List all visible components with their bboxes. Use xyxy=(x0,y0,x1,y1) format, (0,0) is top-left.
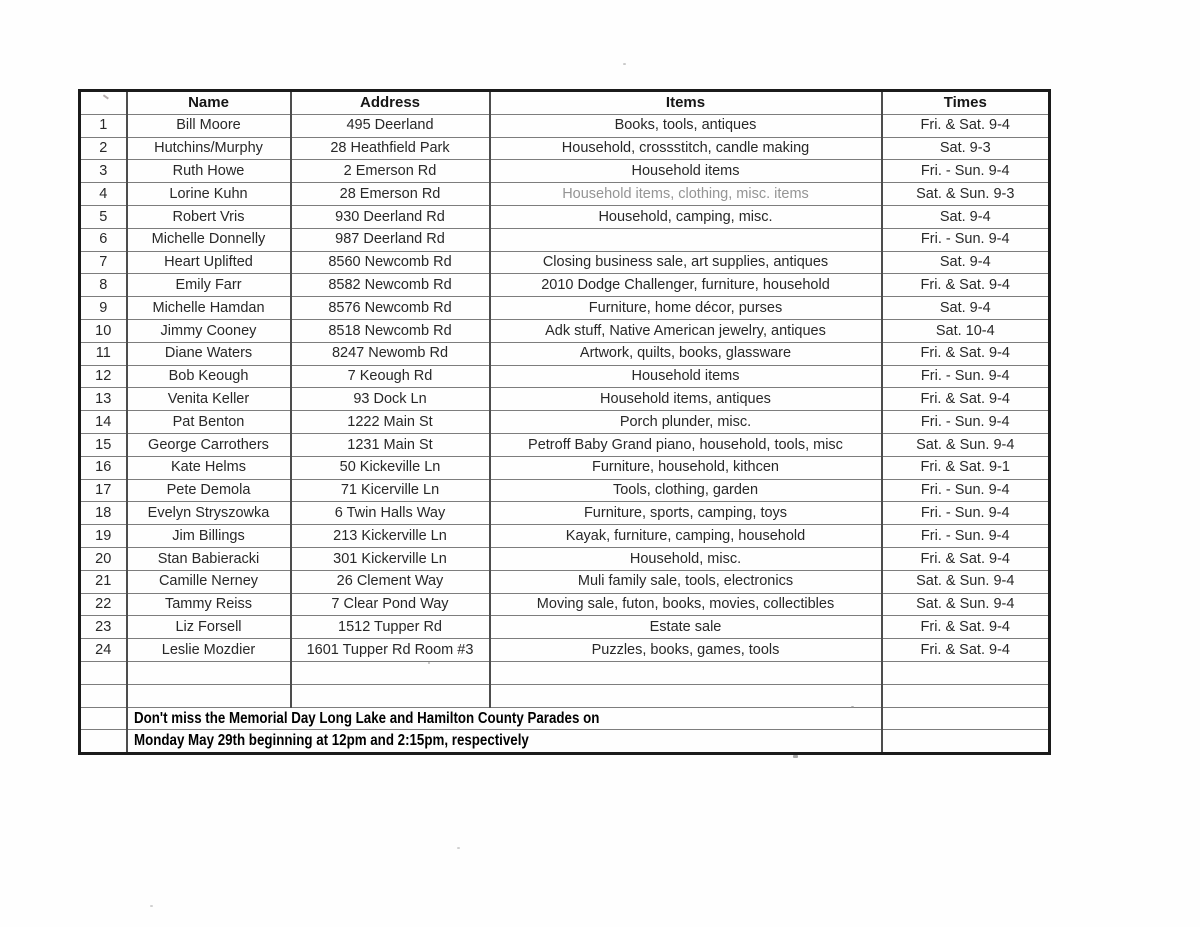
sale-times: Sat. 9-4 xyxy=(882,297,1050,320)
sale-items xyxy=(490,228,882,251)
seller-name: Michelle Donnelly xyxy=(127,228,291,251)
sale-items: Household, crossstitch, candle making xyxy=(490,137,882,160)
seller-name: Robert Vris xyxy=(127,205,291,228)
footer-note-row xyxy=(80,730,1050,754)
sale-times: Fri. - Sun. 9-4 xyxy=(882,365,1050,388)
sale-times: Fri. - Sun. 9-4 xyxy=(882,160,1050,183)
sale-row xyxy=(80,456,1050,479)
sale-times: Fri. - Sun. 9-4 xyxy=(882,502,1050,525)
row-number: 7 xyxy=(80,251,127,274)
sale-row xyxy=(80,547,1050,570)
seller-address: 930 Deerland Rd xyxy=(291,205,490,228)
sale-items: Household items xyxy=(490,160,882,183)
row-number: 21 xyxy=(80,570,127,593)
sale-times: Fri. - Sun. 9-4 xyxy=(882,479,1050,502)
sale-times: Sat. 10-4 xyxy=(882,319,1050,342)
sale-row xyxy=(80,593,1050,616)
row-number: 23 xyxy=(80,616,127,639)
sale-row xyxy=(80,183,1050,206)
sale-row xyxy=(80,160,1050,183)
row-number: 16 xyxy=(80,456,127,479)
sale-times: Sat. 9-3 xyxy=(882,137,1050,160)
row-number: 15 xyxy=(80,433,127,456)
parade-note-line-2: Monday May 29th beginning at 12pm and 2:15pm, respectively xyxy=(133,732,529,750)
row-number: 19 xyxy=(80,525,127,548)
header-row xyxy=(80,91,1050,115)
sale-times: Fri. & Sat. 9-4 xyxy=(882,342,1050,365)
sale-row xyxy=(80,114,1050,137)
sale-items: Puzzles, books, games, tools xyxy=(490,639,882,662)
sale-items: Household items xyxy=(490,365,882,388)
sale-row xyxy=(80,205,1050,228)
seller-address: 987 Deerland Rd xyxy=(291,228,490,251)
seller-address: 213 Kickerville Ln xyxy=(291,525,490,548)
garage-sale-table xyxy=(78,89,1051,755)
footer-note-row xyxy=(80,707,1050,730)
note-cell xyxy=(127,707,882,730)
empty-cell xyxy=(291,661,490,684)
seller-address: 71 Kicerville Ln xyxy=(291,479,490,502)
times-blank xyxy=(882,707,1050,730)
sale-items: Books, tools, antiques xyxy=(490,114,882,137)
sale-times: Fri. & Sat. 9-4 xyxy=(882,388,1050,411)
row-number: 2 xyxy=(80,137,127,160)
row-number: 24 xyxy=(80,639,127,662)
header-address: Address xyxy=(291,91,490,115)
scan-speck xyxy=(150,905,153,907)
note-cell xyxy=(127,730,882,754)
sale-items: Household, misc. xyxy=(490,547,882,570)
row-number: 22 xyxy=(80,593,127,616)
seller-name: Emily Farr xyxy=(127,274,291,297)
seller-name: Liz Forsell xyxy=(127,616,291,639)
sale-items: Furniture, household, kithcen xyxy=(490,456,882,479)
sale-times: Sat. 9-4 xyxy=(882,205,1050,228)
sale-times: Fri. - Sun. 9-4 xyxy=(882,228,1050,251)
sale-row xyxy=(80,433,1050,456)
row-number: 13 xyxy=(80,388,127,411)
header-name: Name xyxy=(127,91,291,115)
sale-times: Fri. & Sat. 9-4 xyxy=(882,616,1050,639)
table-body xyxy=(80,114,1050,707)
row-number: 1 xyxy=(80,114,127,137)
empty-cell xyxy=(490,684,882,707)
seller-address: 7 Keough Rd xyxy=(291,365,490,388)
sale-row xyxy=(80,639,1050,662)
seller-name: Diane Waters xyxy=(127,342,291,365)
seller-address: 8582 Newcomb Rd xyxy=(291,274,490,297)
sale-row xyxy=(80,137,1050,160)
empty-cell xyxy=(882,684,1050,707)
sale-items: Furniture, sports, camping, toys xyxy=(490,502,882,525)
row-number: 3 xyxy=(80,160,127,183)
sale-times: Sat. & Sun. 9-4 xyxy=(882,433,1050,456)
sale-times: Sat. & Sun. 9-4 xyxy=(882,593,1050,616)
header-times: Times xyxy=(882,91,1050,115)
sale-row xyxy=(80,525,1050,548)
seller-name: Tammy Reiss xyxy=(127,593,291,616)
seller-address: 8247 Newomb Rd xyxy=(291,342,490,365)
sale-times: Fri. - Sun. 9-4 xyxy=(882,411,1050,434)
scan-speck xyxy=(793,755,798,758)
sale-items: Adk stuff, Native American jewelry, antiques xyxy=(490,319,882,342)
seller-address: 2 Emerson Rd xyxy=(291,160,490,183)
row-number-blank xyxy=(80,707,127,730)
empty-cell xyxy=(882,661,1050,684)
seller-address: 301 Kickerville Ln xyxy=(291,547,490,570)
seller-name: Pete Demola xyxy=(127,479,291,502)
seller-name: Stan Babieracki xyxy=(127,547,291,570)
row-number: 12 xyxy=(80,365,127,388)
times-blank xyxy=(882,730,1050,754)
row-number: 17 xyxy=(80,479,127,502)
sale-times: Sat. & Sun. 9-4 xyxy=(882,570,1050,593)
empty-cell xyxy=(490,661,882,684)
seller-address: 1222 Main St xyxy=(291,411,490,434)
empty-cell xyxy=(291,684,490,707)
row-number: 4 xyxy=(80,183,127,206)
seller-name: Bob Keough xyxy=(127,365,291,388)
sale-row xyxy=(80,502,1050,525)
sale-row xyxy=(80,365,1050,388)
seller-address: 26 Clement Way xyxy=(291,570,490,593)
row-number: 5 xyxy=(80,205,127,228)
sale-row xyxy=(80,319,1050,342)
row-number: 6 xyxy=(80,228,127,251)
seller-name: Venita Keller xyxy=(127,388,291,411)
scan-speck xyxy=(457,847,460,849)
empty-row xyxy=(80,661,1050,684)
seller-address: 1231 Main St xyxy=(291,433,490,456)
seller-name: Evelyn Stryszowka xyxy=(127,502,291,525)
sale-items: Kayak, furniture, camping, household xyxy=(490,525,882,548)
scan-speck xyxy=(428,662,430,664)
empty-cell xyxy=(127,684,291,707)
sale-items: Artwork, quilts, books, glassware xyxy=(490,342,882,365)
seller-name: George Carrothers xyxy=(127,433,291,456)
sale-items: Muli family sale, tools, electronics xyxy=(490,570,882,593)
sale-items: Tools, clothing, garden xyxy=(490,479,882,502)
sale-times: Fri. & Sat. 9-4 xyxy=(882,114,1050,137)
seller-address: 8576 Newcomb Rd xyxy=(291,297,490,320)
empty-cell xyxy=(80,684,127,707)
sale-times: Sat. 9-4 xyxy=(882,251,1050,274)
row-number: 9 xyxy=(80,297,127,320)
sale-row xyxy=(80,251,1050,274)
seller-address: 1512 Tupper Rd xyxy=(291,616,490,639)
seller-name: Lorine Kuhn xyxy=(127,183,291,206)
seller-name: Bill Moore xyxy=(127,114,291,137)
seller-name: Jim Billings xyxy=(127,525,291,548)
sale-row xyxy=(80,342,1050,365)
empty-cell xyxy=(80,661,127,684)
seller-name: Kate Helms xyxy=(127,456,291,479)
sale-items: Furniture, home décor, purses xyxy=(490,297,882,320)
sale-items: Moving sale, futon, books, movies, collectibles xyxy=(490,593,882,616)
seller-name: Michelle Hamdan xyxy=(127,297,291,320)
sale-row xyxy=(80,570,1050,593)
sale-row xyxy=(80,479,1050,502)
seller-address: 7 Clear Pond Way xyxy=(291,593,490,616)
row-number: 14 xyxy=(80,411,127,434)
empty-row xyxy=(80,684,1050,707)
sale-times: Sat. & Sun. 9-3 xyxy=(882,183,1050,206)
row-number: 8 xyxy=(80,274,127,297)
sale-items: Closing business sale, art supplies, antiques xyxy=(490,251,882,274)
seller-name: Leslie Mozdier xyxy=(127,639,291,662)
seller-address: 495 Deerland xyxy=(291,114,490,137)
seller-address: 1601 Tupper Rd Room #3 xyxy=(291,639,490,662)
sale-row xyxy=(80,228,1050,251)
sale-row xyxy=(80,388,1050,411)
seller-name: Jimmy Cooney xyxy=(127,319,291,342)
scan-speck xyxy=(851,706,854,708)
sale-times: Fri. - Sun. 9-4 xyxy=(882,525,1050,548)
header-items: Items xyxy=(490,91,882,115)
scan-speck xyxy=(623,63,626,65)
row-number: 18 xyxy=(80,502,127,525)
sale-items: 2010 Dodge Challenger, furniture, household xyxy=(490,274,882,297)
row-number: 20 xyxy=(80,547,127,570)
table-footer xyxy=(80,707,1050,754)
sale-times: Fri. & Sat. 9-4 xyxy=(882,547,1050,570)
seller-address: 6 Twin Halls Way xyxy=(291,502,490,525)
sale-times: Fri. & Sat. 9-4 xyxy=(882,274,1050,297)
sale-row xyxy=(80,616,1050,639)
seller-name: Ruth Howe xyxy=(127,160,291,183)
seller-address: 8518 Newcomb Rd xyxy=(291,319,490,342)
row-number-blank xyxy=(80,730,127,754)
sale-times: Fri. & Sat. 9-4 xyxy=(882,639,1050,662)
seller-name: Camille Nerney xyxy=(127,570,291,593)
sale-items: Household, camping, misc. xyxy=(490,205,882,228)
sale-items: Porch plunder, misc. xyxy=(490,411,882,434)
sale-row xyxy=(80,411,1050,434)
parade-note-line-1: Don't miss the Memorial Day Long Lake and Hamilton County Parades on xyxy=(133,709,599,727)
sale-times: Fri. & Sat. 9-1 xyxy=(882,456,1050,479)
seller-name: Heart Uplifted xyxy=(127,251,291,274)
seller-name: Hutchins/Murphy xyxy=(127,137,291,160)
seller-address: 28 Emerson Rd xyxy=(291,183,490,206)
sale-items: Household items, clothing, misc. items xyxy=(490,183,882,206)
seller-address: 28 Heathfield Park xyxy=(291,137,490,160)
seller-address: 50 Kickeville Ln xyxy=(291,456,490,479)
empty-cell xyxy=(127,661,291,684)
sale-items: Household items, antiques xyxy=(490,388,882,411)
sale-items: Petroff Baby Grand piano, household, tools, misc xyxy=(490,433,882,456)
seller-address: 8560 Newcomb Rd xyxy=(291,251,490,274)
row-number: 11 xyxy=(80,342,127,365)
seller-address: 93 Dock Ln xyxy=(291,388,490,411)
sale-items: Estate sale xyxy=(490,616,882,639)
sale-row xyxy=(80,274,1050,297)
sale-row xyxy=(80,297,1050,320)
row-number: 10 xyxy=(80,319,127,342)
seller-name: Pat Benton xyxy=(127,411,291,434)
